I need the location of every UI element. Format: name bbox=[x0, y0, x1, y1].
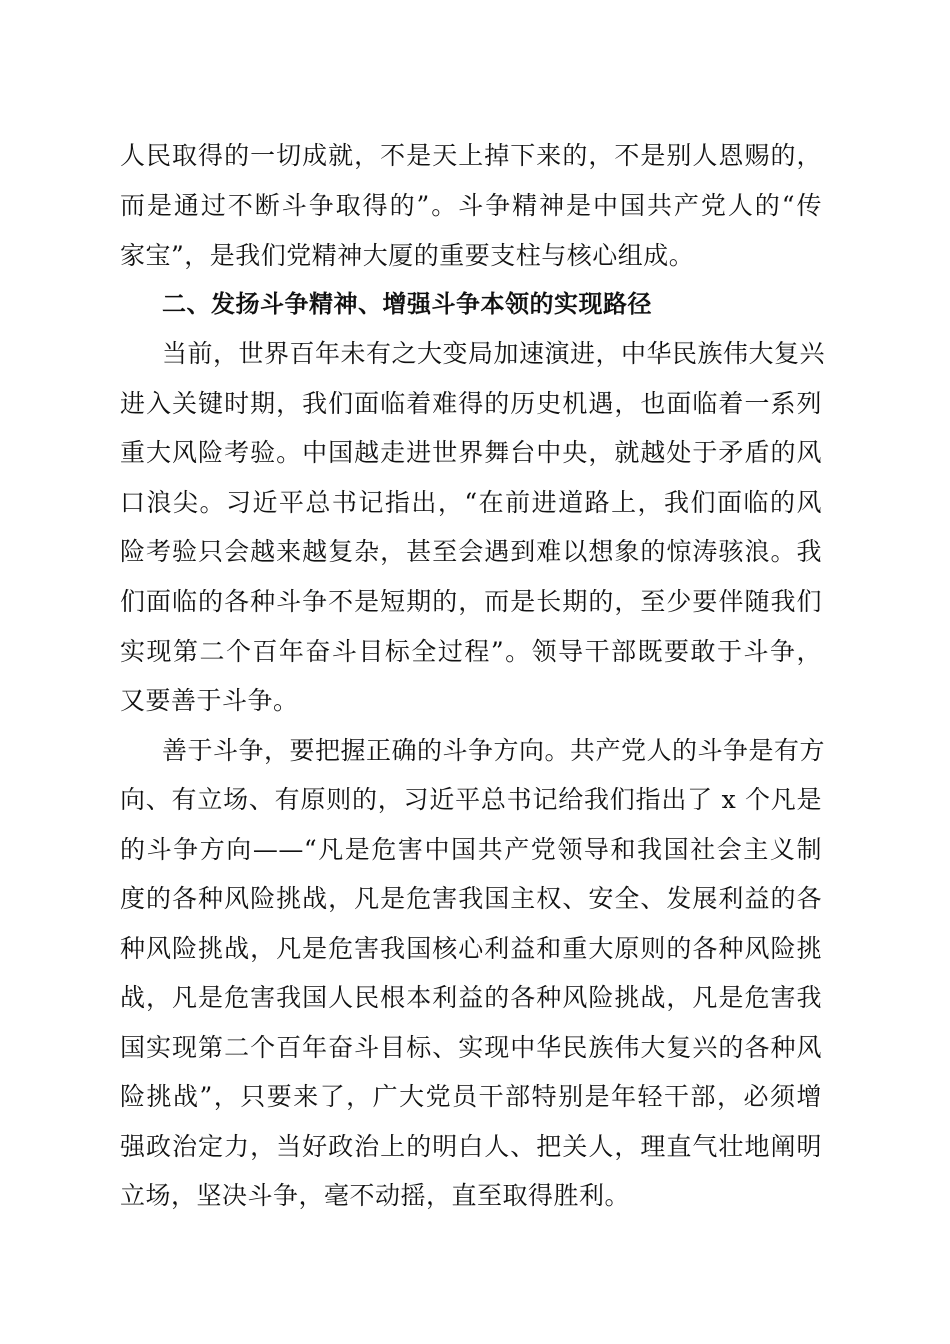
paragraph1-line-4: 口浪尖。习近平总书记指出，“在前进道路上，我们面临的风 bbox=[120, 488, 822, 517]
paragraph1-line-7: 实现第二个百年奋斗目标全过程”。领导干部既要敢于斗争， bbox=[120, 637, 822, 666]
paragraph2-line-1: 善于斗争，要把握正确的斗争方向。共产党人的斗争是有方 bbox=[162, 736, 826, 765]
paragraph1-line-8: 又要善于斗争。 bbox=[120, 686, 299, 715]
paragraph1-line-5: 险考验只会越来越复杂，甚至会遇到难以想象的惊涛骇浪。我 bbox=[120, 537, 822, 566]
paragraph2-line-8: 险挑战”，只要来了，广大党员干部特别是年轻干部，必须增 bbox=[120, 1082, 822, 1111]
intro-line-1: 人民取得的一切成就，不是天上掉下来的，不是别人恩赐的， bbox=[120, 141, 822, 170]
paragraph1-line-3: 重大风险考验。中国越走进世界舞台中央，就越处于矛盾的风 bbox=[120, 438, 822, 467]
paragraph2-line-9: 强政治定力，当好政治上的明白人、把关人，理直气壮地阐明 bbox=[120, 1132, 822, 1161]
paragraph1-line-1: 当前，世界百年未有之大变局加速演进，中华民族伟大复兴 bbox=[162, 339, 826, 368]
paragraph2-line-2: 向、有立场、有原则的，习近平总书记给我们指出了 x 个凡是 bbox=[120, 785, 822, 814]
paragraph2-line-5: 种风险挑战，凡是危害我国核心利益和重大原则的各种风险挑 bbox=[120, 934, 822, 963]
section-heading: 二、发扬斗争精神、增强斗争本领的实现路径 bbox=[162, 290, 652, 318]
paragraph1-line-2: 进入关键时期，我们面临着难得的历史机遇，也面临着一系列 bbox=[120, 389, 822, 418]
paragraph2-line-6: 战，凡是危害我国人民根本利益的各种风险挑战，凡是危害我 bbox=[120, 983, 822, 1012]
paragraph2-line-3: 的斗争方向——“凡是危害中国共产党领导和我国社会主义制 bbox=[120, 835, 822, 864]
paragraph2-line-7: 国实现第二个百年奋斗目标、实现中华民族伟大复兴的各种风 bbox=[120, 1033, 822, 1062]
intro-line-2: 而是通过不断斗争取得的”。斗争精神是中国共产党人的“传 bbox=[120, 191, 822, 220]
paragraph2-line-4: 度的各种风险挑战，凡是危害我国主权、安全、发展利益的各 bbox=[120, 884, 822, 913]
paragraph2-line-10: 立场，坚决斗争，毫不动摇，直至取得胜利。 bbox=[120, 1181, 631, 1210]
paragraph1-line-6: 们面临的各种斗争不是短期的，而是长期的，至少要伴随我们 bbox=[120, 587, 822, 616]
intro-line-3: 家宝”，是我们党精神大厦的重要支柱与核心组成。 bbox=[120, 241, 695, 270]
